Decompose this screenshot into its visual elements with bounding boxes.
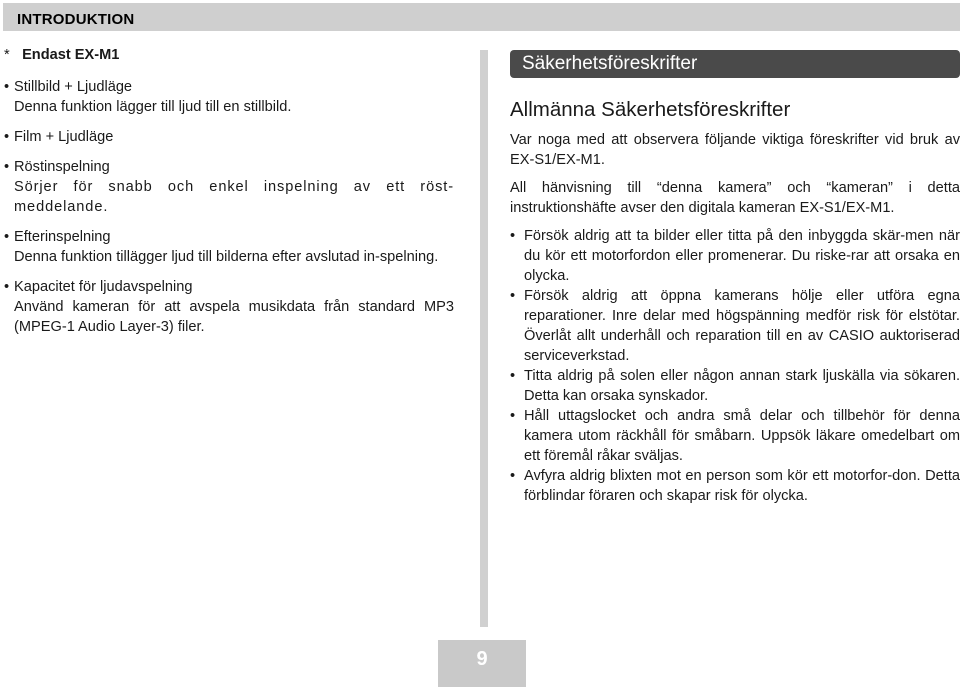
rule-text: Titta aldrig på solen eller någon annan stark ljuskälla via sökaren. Detta kan orsaka synskador. bbox=[524, 368, 960, 404]
feature-title: Stillbild + Ljudläge bbox=[14, 79, 133, 95]
feature-item bbox=[4, 77, 454, 117]
asterisk-icon: * bbox=[4, 47, 10, 63]
feature-description: Sörjer för snabb och enkel inspelning av ett röst-meddelande. bbox=[14, 179, 454, 215]
list-item bbox=[510, 466, 960, 506]
safety-rules-list bbox=[510, 226, 960, 506]
bullet-icon: • bbox=[510, 288, 516, 304]
column-divider bbox=[480, 50, 488, 627]
list-item bbox=[510, 406, 960, 466]
reference-paragraph: All hänvisning till “denna kamera” och “kameran” i detta instruktionshäfte avser den digitala kameran EX-S1/EX-M1. bbox=[510, 180, 960, 216]
page-number-box bbox=[438, 640, 526, 687]
list-item bbox=[510, 286, 960, 366]
bullet-icon: • bbox=[4, 79, 10, 95]
feature-item bbox=[4, 277, 454, 337]
left-column bbox=[4, 45, 454, 347]
chapter-title: INTRODUKTION bbox=[17, 11, 135, 28]
rule-text: Försök aldrig att öppna kamerans hölje eller utföra egna reparationer. Inre delar med högspänning medför risk för elstötar. Överlåt allt underhåll och reparation till en av CASIO auktoriserad serviceverkstad. bbox=[524, 288, 960, 364]
bullet-icon: • bbox=[510, 228, 516, 244]
feature-description: Använd kameran för att avspela musikdata från standard MP3 (MPEG-1 Audio Layer-3) filer. bbox=[14, 299, 454, 335]
feature-description: Denna funktion lägger till ljud till en stillbild. bbox=[14, 99, 292, 115]
bullet-icon: • bbox=[4, 159, 10, 175]
feature-item bbox=[4, 127, 454, 147]
right-column bbox=[510, 50, 960, 506]
section-title: Säkerhetsföreskrifter bbox=[510, 50, 960, 78]
bullet-icon: • bbox=[4, 229, 10, 245]
subheading: Allmänna Säkerhetsföreskrifter bbox=[510, 98, 791, 121]
feature-title: Efterinspelning bbox=[14, 229, 111, 245]
bullet-icon: • bbox=[510, 408, 516, 424]
bullet-icon: • bbox=[4, 129, 10, 145]
page-number: 9 bbox=[476, 648, 488, 670]
feature-title: Kapacitet för ljudavspelning bbox=[14, 279, 193, 295]
rule-text: Avfyra aldrig blixten mot en person som kör ett motorfor-don. Detta förblindar föraren och skapar risk för olycka. bbox=[524, 468, 960, 504]
list-item bbox=[510, 226, 960, 286]
feature-description: Denna funktion tillägger ljud till bilderna efter avslutad in-spelning. bbox=[14, 249, 439, 265]
model-note-text: Endast EX-M1 bbox=[22, 47, 120, 63]
bullet-icon: • bbox=[510, 368, 516, 384]
feature-title: Röstinspelning bbox=[14, 159, 110, 175]
feature-item bbox=[4, 157, 454, 217]
intro-paragraph: Var noga med att observera följande viktiga föreskrifter vid bruk av EX-S1/EX-M1. bbox=[510, 132, 960, 168]
chapter-header-bar bbox=[3, 3, 960, 31]
list-item bbox=[510, 366, 960, 406]
feature-title: Film + Ljudläge bbox=[14, 129, 114, 145]
model-note bbox=[4, 45, 454, 65]
rule-text: Håll uttagslocket och andra små delar och tillbehör för denna kamera utom räckhåll för småbarn. Uppsök läkare omedelbart om ett föremål råkar sväljas. bbox=[524, 408, 960, 464]
feature-item bbox=[4, 227, 454, 267]
bullet-icon: • bbox=[4, 279, 10, 295]
bullet-icon: • bbox=[510, 468, 516, 484]
rule-text: Försök aldrig att ta bilder eller titta på den inbyggda skär-men när du kör ett motorfordon eller promenerar. Du riske-rar att orsaka en olycka. bbox=[524, 228, 960, 284]
